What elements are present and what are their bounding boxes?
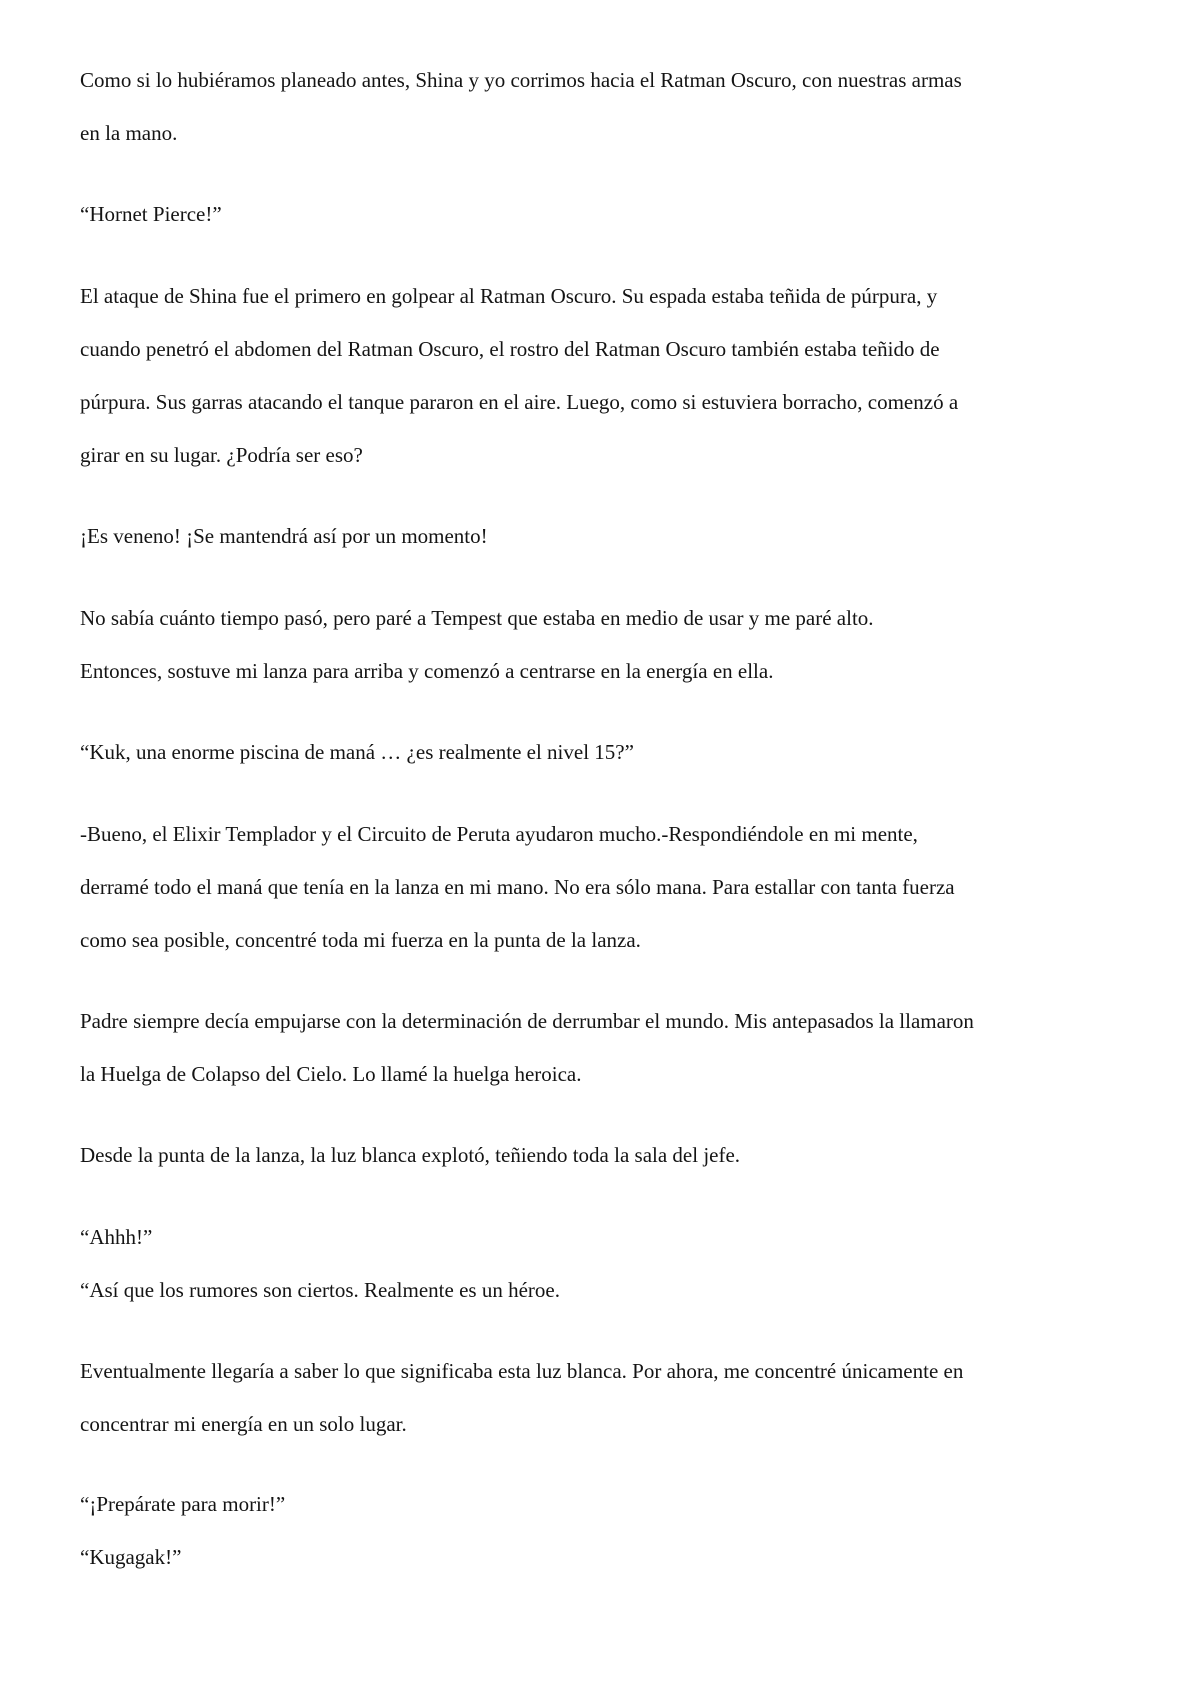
text-line: ¡Es veneno! ¡Se mantendrá así por un momento!	[80, 524, 488, 548]
text-line: “Hornet Pierce!”	[80, 202, 222, 226]
text-line: la Huelga de Colapso del Cielo. Lo llamé la huelga heroica.	[80, 1062, 582, 1086]
text-line: girar en su lugar. ¿Podría ser eso?	[80, 443, 363, 467]
paragraph	[80, 510, 1120, 563]
text-line: púrpura. Sus garras atacando el tanque pararon en el aire. Luego, como si estuviera borracho, comenzó a	[80, 390, 959, 414]
text-line: como sea posible, concentré toda mi fuerza en la punta de la lanza.	[80, 928, 641, 952]
text-line: “Kugagak!”	[80, 1545, 182, 1569]
text-line: en la mano.	[80, 121, 178, 145]
text-line: El ataque de Shina fue el primero en golpear al Ratman Oscuro. Su espada estaba teñida de púrpura, y	[80, 284, 938, 308]
paragraph	[80, 808, 1120, 967]
text-line: -Bueno, el Elixir Templador y el Circuito de Peruta ayudaron mucho.-Respondiéndole en mi mente,	[80, 822, 918, 846]
text-line: “¡Prepárate para morir!”	[80, 1492, 286, 1516]
text-line: cuando penetró el abdomen del Ratman Oscuro, el rostro del Ratman Oscuro también estaba teñido de	[80, 337, 940, 361]
paragraph	[80, 54, 1120, 160]
paragraph	[80, 1345, 1120, 1451]
paragraph	[80, 1211, 1120, 1317]
paragraph	[80, 1129, 1120, 1182]
paragraph	[80, 188, 1120, 241]
text-line: Padre siempre decía empujarse con la determinación de derrumbar el mundo. Mis antepasados la llamaron	[80, 1009, 974, 1033]
text-line: Eventualmente llegaría a saber lo que significaba esta luz blanca. Por ahora, me concentré únicamente en	[80, 1359, 964, 1383]
text-line: No sabía cuánto tiempo pasó, pero paré a Tempest que estaba en medio de usar y me paré alto.	[80, 606, 874, 630]
paragraph	[80, 592, 1120, 698]
text-line: Entonces, sostuve mi lanza para arriba y comenzó a centrarse en la energía en ella.	[80, 659, 774, 683]
text-line: “Así que los rumores son ciertos. Realmente es un héroe.	[80, 1278, 560, 1302]
paragraph	[80, 270, 1120, 482]
paragraph	[80, 1478, 1120, 1584]
text-line: concentrar mi energía en un solo lugar.	[80, 1412, 407, 1436]
text-line: derramé todo el maná que tenía en la lanza en mi mano. No era sólo mana. Para estallar con tanta fuerza	[80, 875, 955, 899]
paragraph	[80, 995, 1120, 1101]
text-line: “Kuk, una enorme piscina de maná … ¿es realmente el nivel 15?”	[80, 740, 634, 764]
text-line: Como si lo hubiéramos planeado antes, Shina y yo corrimos hacia el Ratman Oscuro, con nuestras armas	[80, 68, 962, 92]
paragraph	[80, 726, 1120, 779]
text-line: Desde la punta de la lanza, la luz blanca explotó, teñiendo toda la sala del jefe.	[80, 1143, 741, 1167]
text-line: “Ahhh!”	[80, 1225, 153, 1249]
